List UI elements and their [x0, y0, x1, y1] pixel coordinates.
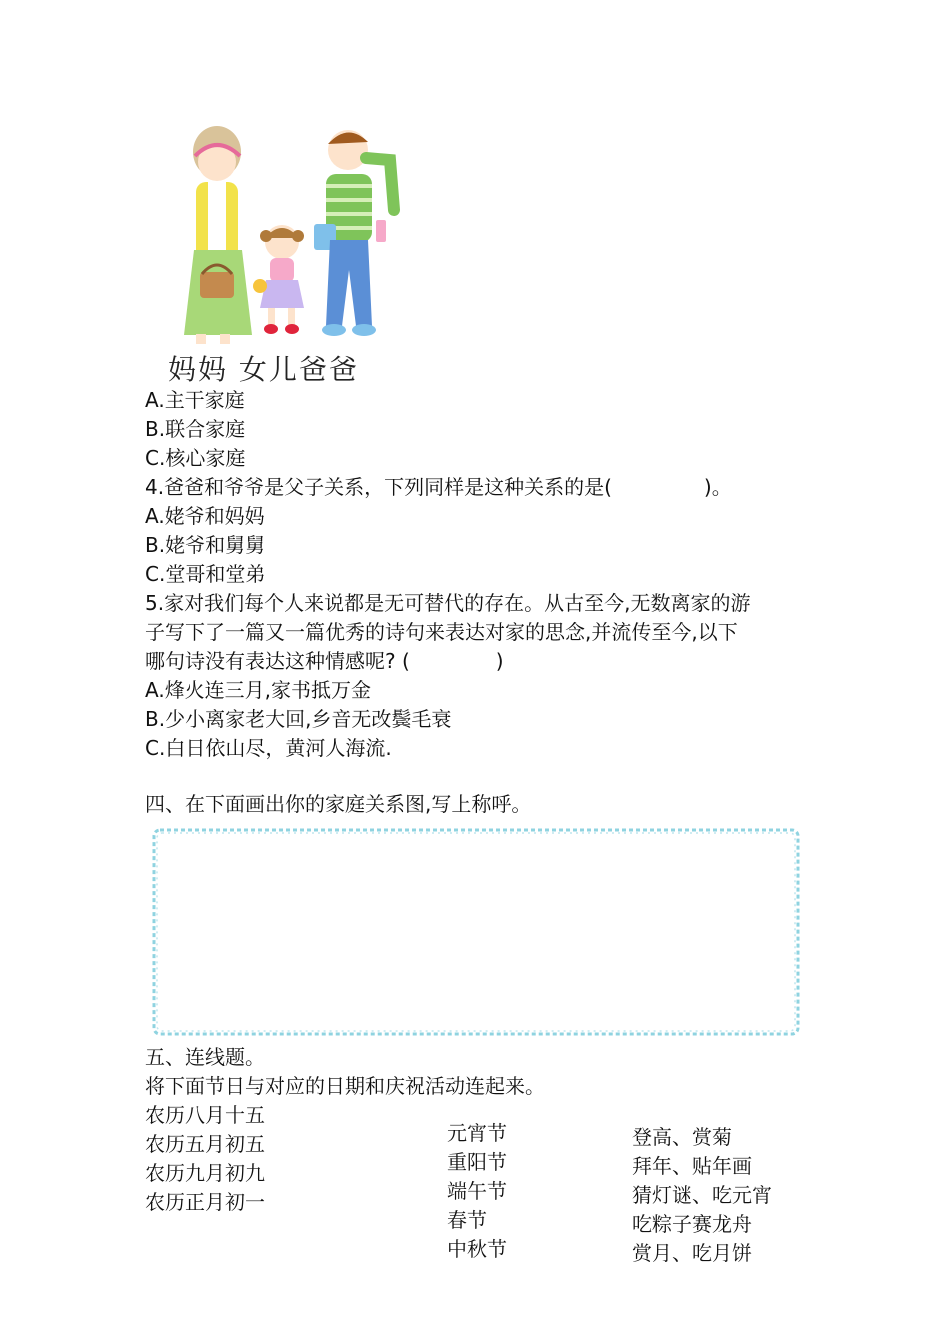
q4-stem-end: )。	[703, 475, 732, 499]
date-item[interactable]: 农历正月初一	[145, 1190, 265, 1214]
activities-column	[632, 1123, 772, 1268]
q5-stem-end: )	[495, 649, 504, 673]
date-item[interactable]: 农历五月初五	[145, 1132, 265, 1156]
festival-item[interactable]: 端午节	[447, 1179, 507, 1203]
q5-option-a: A.烽火连三月,家书抵万金	[145, 678, 372, 702]
q4-option-b: B.姥爷和舅舅	[145, 533, 266, 557]
q5-stem-line-1: 5.家对我们每个人来说都是无可替代的存在。从古至今,无数离家的游	[145, 591, 751, 615]
festival-item[interactable]: 春节	[447, 1208, 487, 1232]
activity-item[interactable]: 登高、赏菊	[632, 1125, 732, 1149]
mom-figure	[184, 126, 252, 344]
q4-option-a: A.姥爷和妈妈	[145, 504, 265, 528]
q4-option-c: C.堂哥和堂弟	[145, 562, 266, 586]
festival-item[interactable]: 重阳节	[447, 1150, 507, 1174]
q5-stem-text: 哪句诗没有表达这种情感呢? (	[145, 649, 410, 673]
dates-column	[145, 1101, 265, 1217]
festivals-column	[447, 1119, 507, 1264]
q3-option-b: B.联合家庭	[145, 417, 246, 441]
q3-option-c: C.核心家庭	[145, 446, 246, 470]
family-illustration	[162, 120, 408, 384]
q4-stem	[145, 473, 732, 502]
q5-stem-line-3	[145, 647, 504, 676]
illustration-caption: 妈妈 女儿爸爸	[168, 353, 359, 386]
q5-option-c: C.白日依山尽，黄河人海流.	[145, 736, 392, 760]
q5-stem-line-2: 子写下了一篇又一篇优秀的诗句来表达对家的思念,并流传至今,以下	[145, 620, 738, 644]
section4-title: 四、在下面画出你的家庭关系图,写上称呼。	[145, 792, 532, 816]
date-item[interactable]: 农历八月十五	[145, 1103, 265, 1127]
dad-figure	[314, 130, 394, 336]
q3-option-a: A.主干家庭	[145, 388, 245, 412]
festival-item[interactable]: 中秋节	[447, 1237, 507, 1261]
q4-stem-text: 4.爸爸和爷爷是父子关系，下列同样是这种关系的是(	[145, 475, 612, 499]
girl-figure	[253, 225, 304, 334]
family-figures	[162, 120, 408, 350]
activity-item[interactable]: 猜灯谜、吃元宵	[632, 1183, 772, 1207]
section5-instruction: 将下面节日与对应的日期和庆祝活动连起来。	[145, 1074, 545, 1098]
section5-title: 五、连线题。	[145, 1045, 265, 1069]
family-tree-drawing-area[interactable]	[150, 826, 802, 1038]
q5-option-b: B.少小离家老大回,乡音无改鬓毛衰	[145, 707, 452, 731]
activity-item[interactable]: 吃粽子赛龙舟	[632, 1212, 752, 1236]
activity-item[interactable]: 赏月、吃月饼	[632, 1241, 752, 1265]
date-item[interactable]: 农历九月初九	[145, 1161, 265, 1185]
festival-item[interactable]: 元宵节	[447, 1121, 507, 1145]
wavy-frame-border	[150, 826, 802, 1038]
activity-item[interactable]: 拜年、贴年画	[632, 1154, 752, 1178]
